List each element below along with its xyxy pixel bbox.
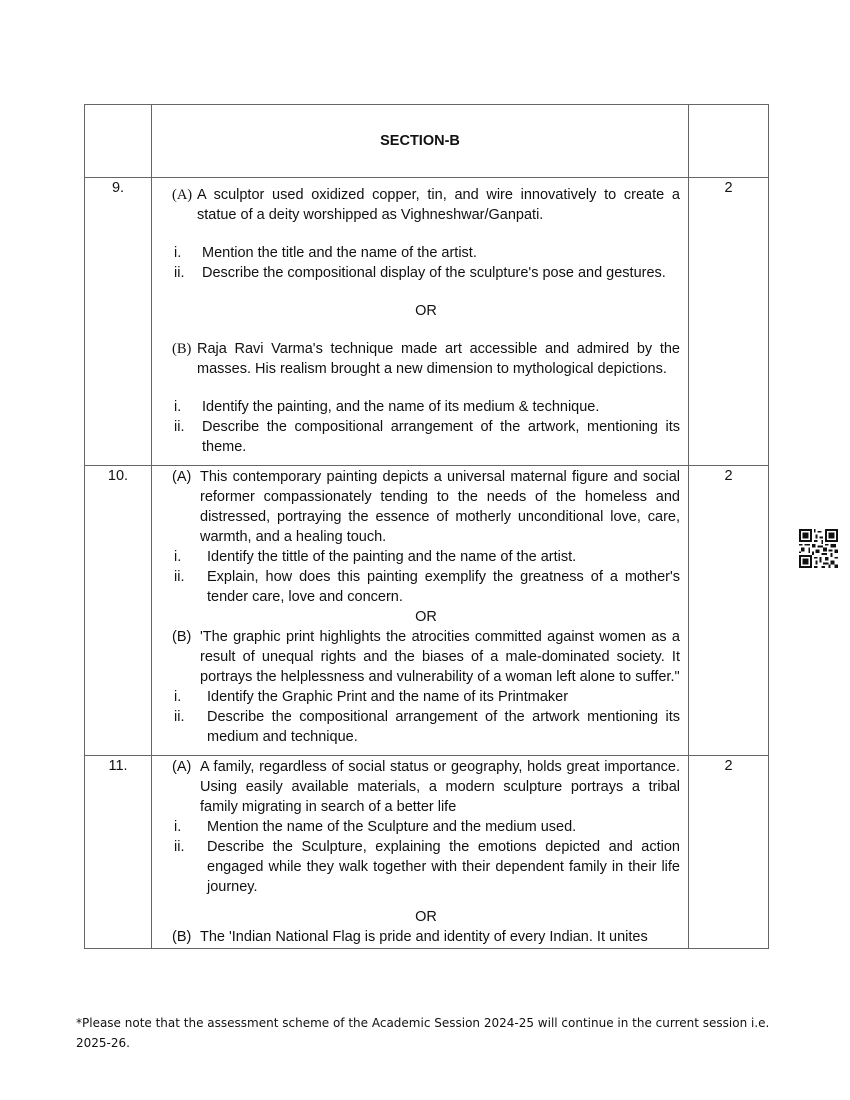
option-text: This contemporary painting depicts a universal maternal figure and social reformer compassionately tending to the needs of the homeless and distressed, portraying the essence of motherly unconditional love, care, warmth, and a healing touch.: [200, 469, 680, 545]
sub-question: ii. Describe the compositional arrangement of the artwork mentioning its medium and technique.: [174, 709, 680, 745]
sub-question: ii. Describe the Sculpture, explaining the emotions depicted and action engaged while they walk together with their dependent family in their life journey.: [174, 839, 680, 895]
question-row-9: [85, 178, 769, 466]
sub-question: i. Identify the tittle of the painting and the name of the artist.: [174, 549, 577, 565]
option-label: (A): [172, 187, 193, 203]
option-text: Raja Ravi Varma's technique made art accessible and admired by the masses. His realism brought a new dimension to mythological depictions.: [197, 341, 680, 377]
option-text: A family, regardless of social status or geography, holds great importance. Using easily available materials, a modern sculpture portrays a tribal family migrating in search of a better life: [200, 759, 680, 815]
or-divider: OR: [415, 909, 437, 925]
section-title: SECTION-B: [152, 105, 689, 178]
question-row-10: [85, 466, 769, 756]
option-label: (B): [172, 929, 192, 945]
question-number: 10.: [85, 466, 152, 756]
option-a: [172, 467, 680, 547]
or-divider: OR: [415, 609, 437, 625]
sub-question: i. Identify the Graphic Print and the name of its Printmaker: [174, 689, 569, 705]
section-header-row: [85, 105, 769, 178]
question-number: 9.: [85, 178, 152, 466]
sub-question: i. Mention the name of the Sculpture and the medium used.: [174, 819, 577, 835]
option-label: (A): [172, 759, 192, 775]
option-label: (A): [172, 469, 192, 485]
option-a: [172, 757, 680, 817]
question-table: [84, 104, 769, 949]
option-text: The 'Indian National Flag is pride and identity of every Indian. It unites: [200, 929, 648, 945]
option-a: [172, 185, 680, 225]
marks: 2: [689, 178, 769, 466]
qr-code-icon: [799, 529, 838, 568]
option-text: A sculptor used oxidized copper, tin, and wire innovatively to create a statue of a deity worshipped as Vighneshwar/Ganpati.: [197, 187, 680, 223]
sub-question: i. Mention the title and the name of the artist.: [174, 245, 477, 261]
question-row-11: [85, 756, 769, 949]
or-divider: OR: [415, 303, 437, 319]
option-text: 'The graphic print highlights the atrocities committed against women as a result of unequal rights and the biases of a male-dominated society. It portrays the helplessness and vulnerability of a woman left alone to suffer.": [200, 629, 680, 685]
option-b: [172, 927, 680, 947]
footnote: *Please note that the assessment scheme of the Academic Session 2024-25 will continue in the current session i.e. 2025-26.: [76, 1016, 770, 1050]
sub-question: ii. Explain, how does this painting exemplify the greatness of a mother's tender care, love and concern.: [174, 569, 680, 605]
marks: 2: [689, 756, 769, 949]
option-b: [172, 627, 680, 687]
sub-question: ii. Describe the compositional display of the sculpture's pose and gestures.: [174, 265, 666, 281]
option-label: (B): [172, 341, 192, 357]
marks: 2: [689, 466, 769, 756]
option-label: (B): [172, 629, 192, 645]
option-b: [172, 339, 680, 379]
sub-question: ii. Describe the compositional arrangement of the artwork, mentioning its theme.: [174, 419, 680, 455]
sub-question: i. Identify the painting, and the name of its medium & technique.: [174, 399, 600, 415]
question-number: 11.: [85, 756, 152, 949]
